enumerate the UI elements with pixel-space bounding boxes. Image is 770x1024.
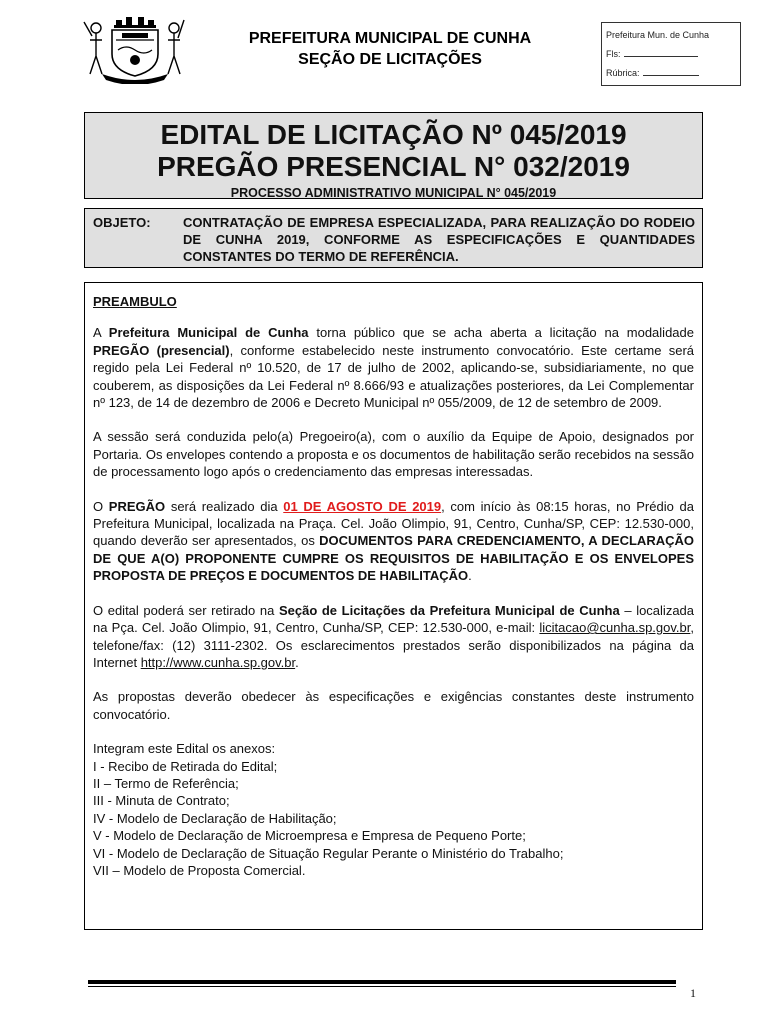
session-date: 01 DE AGOSTO DE 2019 <box>283 498 442 514</box>
p3-text-d: , com início às 08:15 horas, no Prédio da Prefeitura Municipal, localizada na Praça. Cel. João Olimpio, 91, Centro, Cunha/SP, CEP: 12.530-000, quando deverão ser apresentados, os <box>93 498 694 549</box>
p4-text-d: , telefone/fax: (12) 3111-2302. Os esclarecimentos prestados serão disponibilizados na página da Internet <box>93 620 694 670</box>
processo-number: PROCESSO ADMINISTRATIVO MUNICIPAL N° 045/2019 <box>230 186 557 200</box>
p3-text-f: . <box>468 568 472 584</box>
stamp-title: Prefeitura Mun. de Cunha <box>606 30 710 40</box>
stamp-rubrica-blank <box>643 67 699 76</box>
p4-text-c: – localizada na Pça. Cel. João Olimpio, 91, Centro, Cunha/SP, CEP: 12.530-000, e-mail: <box>93 602 695 636</box>
annex-item: IV - Modelo de Declaração de Habilitação; <box>93 810 337 826</box>
stamp-rubrica-label: Rúbrica: <box>606 68 640 78</box>
annex-item: V - Modelo de Declaração de Microempresa e Empresa de Pequeno Porte; <box>93 828 526 844</box>
preambulo-section <box>84 282 703 930</box>
edital-number: EDITAL DE LICITAÇÃO Nº 045/2019 <box>160 119 627 150</box>
p1-prefeitura: Prefeitura Municipal de Cunha <box>108 325 309 341</box>
annex-item: II – Termo de Referência; <box>93 775 239 791</box>
preambulo-heading: PREAMBULO <box>93 294 177 309</box>
preambulo-paragraph-4 <box>93 602 694 672</box>
annex-item: I - Recibo de Retirada do Edital; <box>93 758 278 774</box>
p3-text-c: será realizado dia <box>165 498 284 514</box>
objeto-text: CONTRATAÇÃO DE EMPRESA ESPECIALIZADA, PARA REALIZAÇÃO DO RODEIO DE CUNHA 2019, CONFORME AS ESPECIFICAÇÕES E QUANTIDADES CONSTANTES DO TERMO DE REFERÊNCIA. <box>183 215 695 264</box>
header-title: PREFEITURA MUNICIPAL DE CUNHA <box>248 30 532 47</box>
edital-title-box <box>84 112 703 199</box>
p1-text-a: A <box>93 325 109 341</box>
p4-text-a: O edital poderá ser retirado na <box>93 602 279 618</box>
annex-intro: Integram este Edital os anexos: <box>93 741 276 757</box>
page-number: 1 <box>690 986 696 1000</box>
objeto-box <box>84 208 703 268</box>
annex-item: VII – Modelo de Proposta Comercial. <box>93 862 306 878</box>
header-titles <box>190 28 590 70</box>
p1-text-e: , conforme estabelecido neste instrumento convocatório. Este certame será regido pela Lei Federal nº 10.520, de 17 de julho de 2002, aplicando-se, subsidiariamente, no que couberem, as disposições da Lei Federal nº 8.666/93 e atualizações posteriores, da Lei Complementar nº 123, de 14 de dezembro de 2006 e Decreto Municipal nº 055/2009, de 12 de setembro de 2009. <box>93 342 694 411</box>
header-subtitle: SEÇÃO DE LICITAÇÕES <box>298 51 482 68</box>
p4-text-e: . <box>295 654 299 670</box>
p1-text-c: torna público que se acha aberta a licitação na modalidade <box>308 325 694 341</box>
email-link[interactable]: licitacao@cunha.sp.gov.br <box>539 620 691 636</box>
annex-item: VI - Modelo de Declaração de Situação Regular Perante o Ministério do Trabalho; <box>93 845 564 861</box>
annex-list <box>93 758 694 880</box>
annex-item: III - Minuta de Contrato; <box>93 793 230 809</box>
objeto-label: OBJETO: <box>93 215 151 230</box>
stamp-fls-label: Fls: <box>606 49 621 59</box>
preambulo-paragraph-1 <box>93 324 694 411</box>
p3-documents: DOCUMENTOS PARA CREDENCIAMENTO, A DECLARAÇÃO DE QUE A(O) PROPONENTE CUMPRE OS REQUISITOS DE HABILITAÇÃO E OS ENVELOPES PROPOSTA DE PREÇOS E DOCUMENTOS DE HABILITAÇÃO <box>93 533 694 584</box>
preambulo-paragraph-3 <box>93 498 694 585</box>
pregao-number: PREGÃO PRESENCIAL N° 032/2019 <box>157 151 630 182</box>
p4-secao: Seção de Licitações da Prefeitura Municipal de Cunha <box>278 602 620 618</box>
p3-pregao: PREGÃO <box>108 498 166 514</box>
footer-rule-thin <box>88 986 676 987</box>
protocol-stamp-box <box>601 22 741 86</box>
stamp-fls-blank <box>624 48 698 57</box>
footer-rule <box>88 980 676 984</box>
preambulo-paragraph-5: As propostas deverão obedecer às especificações e exigências constantes deste instrumento convocatório. <box>93 689 694 722</box>
preambulo-paragraph-2: A sessão será conduzida pelo(a) Pregoeiro(a), com o auxílio da Equipe de Apoio, designados por Portaria. Os envelopes contendo a proposta e os documentos de habilitação serão recebidos na sessão de processamento logo após o credenciamento das empresas interessadas. <box>93 429 694 480</box>
p1-modalidade: PREGÃO (presencial) <box>93 342 230 358</box>
p3-text-a: O <box>93 498 109 514</box>
website-link[interactable]: http://www.cunha.sp.gov.br <box>140 654 296 670</box>
municipal-coat-of-arms-logo <box>80 14 190 84</box>
